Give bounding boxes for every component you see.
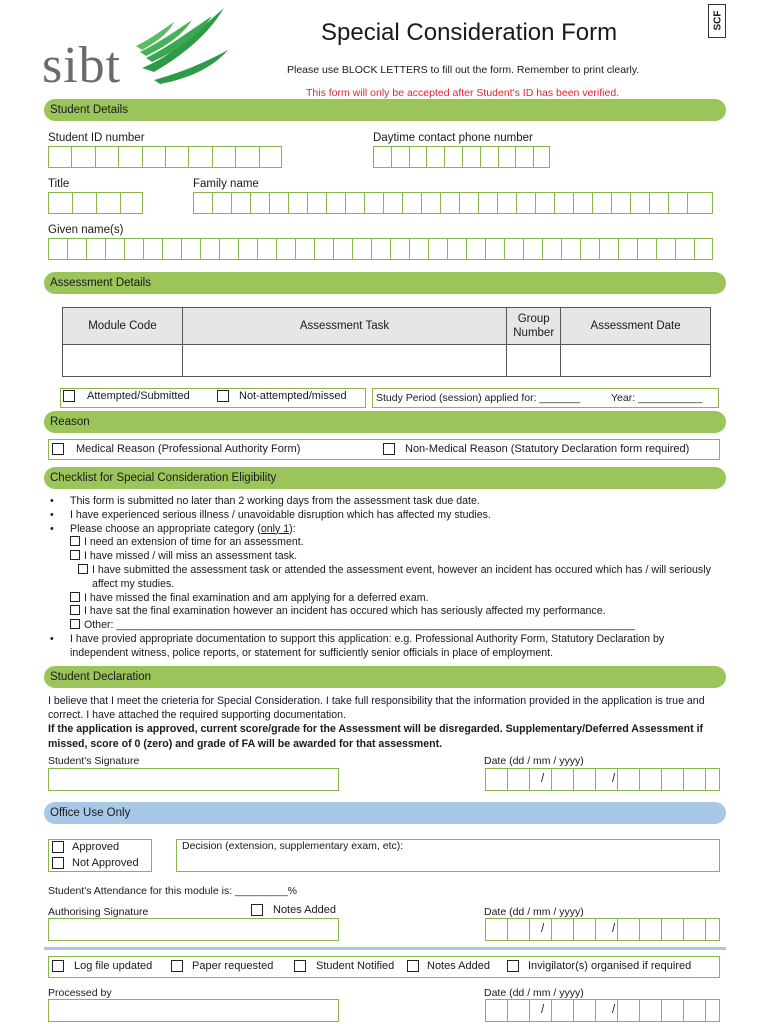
- processed-date-input[interactable]: [485, 999, 720, 1022]
- col-assessment-task: Assessment Task: [182, 308, 506, 345]
- sibt-logo: [42, 6, 232, 94]
- authorising-signature-label: Authorising Signature: [48, 906, 149, 918]
- declaration-text: I believe that I meet the crieteria for Special Consideration. I take full responsibility that the information provided in the application is true and correct. I have attached the required supporting documentation. If the application is approved, current score/grade for the Assessment will be disregarded. Supplementary/Deferred Assessment if missed, score of 0 (zero) and grade of FA will be awarded for that assessment.: [48, 695, 705, 750]
- assessment-table: [62, 307, 711, 377]
- processed-date-label: Date (dd / mm / yyyy): [484, 987, 584, 999]
- student-id-input[interactable]: [48, 146, 282, 168]
- student-notified-option[interactable]: Student Notified: [294, 960, 394, 972]
- col-assessment-date: Assessment Date: [561, 308, 711, 345]
- decision-label: Decision (extension, supplementary exam, etc):: [182, 840, 404, 852]
- category-option[interactable]: I need an extension of time for an assessment.: [48, 536, 718, 550]
- paper-requested-checkbox[interactable]: [171, 960, 183, 972]
- assessment-table-header: [63, 308, 711, 345]
- category-checkbox[interactable]: [70, 536, 80, 546]
- given-names-label: Given name(s): [48, 224, 124, 236]
- section-student-declaration: Student Declaration: [44, 666, 726, 688]
- page-title: Special Consideration Form: [321, 19, 618, 46]
- section-office-use: Office Use Only: [44, 802, 726, 824]
- attempted-checkbox[interactable]: [63, 390, 75, 402]
- non-medical-reason-option[interactable]: Non-Medical Reason (Statutory Declaration form required): [383, 443, 689, 455]
- category-option[interactable]: I have missed the final examination and am applying for a deferred exam.: [48, 592, 718, 606]
- not-attempted-checkbox[interactable]: [217, 390, 229, 402]
- assessment-date-input[interactable]: [561, 345, 711, 377]
- authorising-signature-input[interactable]: [48, 918, 339, 941]
- section-reason: Reason: [44, 411, 726, 433]
- phone-input[interactable]: [373, 146, 550, 168]
- category-option[interactable]: I have sat the final examination however an incident has occured which has seriously affected my performance.: [48, 605, 718, 619]
- category-checkbox[interactable]: [70, 619, 80, 629]
- log-notes-added-checkbox[interactable]: [407, 960, 419, 972]
- col-module-code: Module Code: [63, 308, 183, 345]
- log-notes-added-option[interactable]: Notes Added: [407, 960, 490, 972]
- student-notified-checkbox[interactable]: [294, 960, 306, 972]
- assessment-table-row: [63, 345, 711, 377]
- paper-requested-option[interactable]: Paper requested: [171, 960, 273, 972]
- category-checkbox[interactable]: [70, 550, 80, 560]
- list-item: • I have experienced serious illness / unavoidable disruption which has affected my studies.: [50, 508, 491, 521]
- category-checkbox[interactable]: [78, 564, 88, 574]
- title-input[interactable]: [48, 192, 143, 214]
- medical-reason-checkbox[interactable]: [52, 443, 64, 455]
- invigilator-organised-option[interactable]: Invigilator(s) organised if required: [507, 960, 691, 972]
- date-separator: /: [541, 773, 545, 785]
- notes-added-option[interactable]: Notes Added: [251, 904, 336, 916]
- date-separator: /: [612, 773, 616, 785]
- divider: [44, 947, 726, 950]
- non-medical-reason-checkbox[interactable]: [383, 443, 395, 455]
- group-number-input[interactable]: [507, 345, 561, 377]
- section-student-details: Student Details: [44, 99, 726, 121]
- family-name-input[interactable]: [193, 192, 713, 214]
- verification-warning: This form will only be accepted after Student's ID has been verified.: [306, 87, 620, 99]
- title-label: Title: [48, 178, 70, 190]
- invigilator-organised-checkbox[interactable]: [507, 960, 519, 972]
- category-checkbox[interactable]: [70, 592, 80, 602]
- family-name-label: Family name: [193, 178, 259, 190]
- log-file-updated-checkbox[interactable]: [52, 960, 64, 972]
- given-names-input[interactable]: [48, 238, 713, 260]
- not-attempted-option[interactable]: Not-attempted/missed: [217, 390, 347, 402]
- attempted-option[interactable]: Attempted/Submitted: [63, 390, 190, 402]
- module-code-input[interactable]: [63, 345, 183, 377]
- section-assessment-details: Assessment Details: [44, 272, 726, 294]
- log-file-updated-option[interactable]: Log file updated: [52, 960, 152, 972]
- date-separator: /: [541, 1004, 545, 1016]
- date-separator: /: [612, 1004, 616, 1016]
- category-option[interactable]: I have missed / will miss an assessment task.: [48, 550, 718, 564]
- office-date-label: Date (dd / mm / yyyy): [484, 906, 584, 918]
- list-item: • This form is submitted no later than 2 working days from the assessment task due date.: [50, 495, 480, 507]
- student-date-label: Date (dd / mm / yyyy): [484, 755, 584, 767]
- checklist-list: [48, 495, 718, 661]
- phone-label: Daytime contact phone number: [373, 132, 533, 144]
- list-item: • I have provied appropriate documentation to support this application: e.g. Professional Authority Form, Statutory Declaration by independent witness, police reports, or statement for sufficiently senior officials in place of employment.: [50, 632, 665, 659]
- medical-reason-option[interactable]: Medical Reason (Professional Authority Form): [52, 443, 300, 455]
- instruction-text: Please use BLOCK LETTERS to fill out the form. Remember to print clearly.: [287, 64, 640, 76]
- col-group-number: Group Number: [507, 308, 561, 345]
- logo-text: sibt: [42, 37, 122, 94]
- form-code-badge: SCF: [708, 4, 726, 38]
- student-signature-input[interactable]: [48, 768, 339, 791]
- date-separator: /: [612, 923, 616, 935]
- student-date-input[interactable]: [485, 768, 720, 791]
- assessment-task-input[interactable]: [182, 345, 506, 377]
- student-signature-label: Student's Signature: [48, 755, 140, 767]
- year-label: Year: ___________: [611, 392, 703, 404]
- approved-option[interactable]: Approved: [52, 841, 119, 853]
- notes-added-checkbox[interactable]: [251, 904, 263, 916]
- office-date-input[interactable]: [485, 918, 720, 941]
- approved-checkbox[interactable]: [52, 841, 64, 853]
- attendance-label: Student's Attendance for this module is: _________%: [48, 885, 297, 897]
- date-separator: /: [541, 923, 545, 935]
- processed-by-label: Processed by: [48, 987, 112, 999]
- category-option[interactable]: Other: ________________________________________________________________________________________: [48, 619, 718, 633]
- not-approved-checkbox[interactable]: [52, 857, 64, 869]
- declaration-bold-text: If the application is approved, current score/grade for the Assessment will be disregarded. Supplementary/Deferred Assessment if missed, score of 0 (zero) and grade of FA will be awarded for that assessment.: [48, 723, 704, 750]
- study-period-label: Study Period (session) applied for: _______: [376, 392, 581, 404]
- student-id-label: Student ID number: [48, 132, 145, 144]
- not-approved-option[interactable]: Not Approved: [52, 857, 139, 869]
- list-item: • Please choose an appropriate category (only 1):: [50, 522, 296, 535]
- category-option[interactable]: I have submitted the assessment task or attended the assessment event, however an incident has occured which has / will seriously affect my studies.: [48, 564, 718, 592]
- section-checklist: Checklist for Special Consideration Eligibility: [44, 467, 726, 489]
- category-checkbox[interactable]: [70, 605, 80, 615]
- processed-by-input[interactable]: [48, 999, 339, 1022]
